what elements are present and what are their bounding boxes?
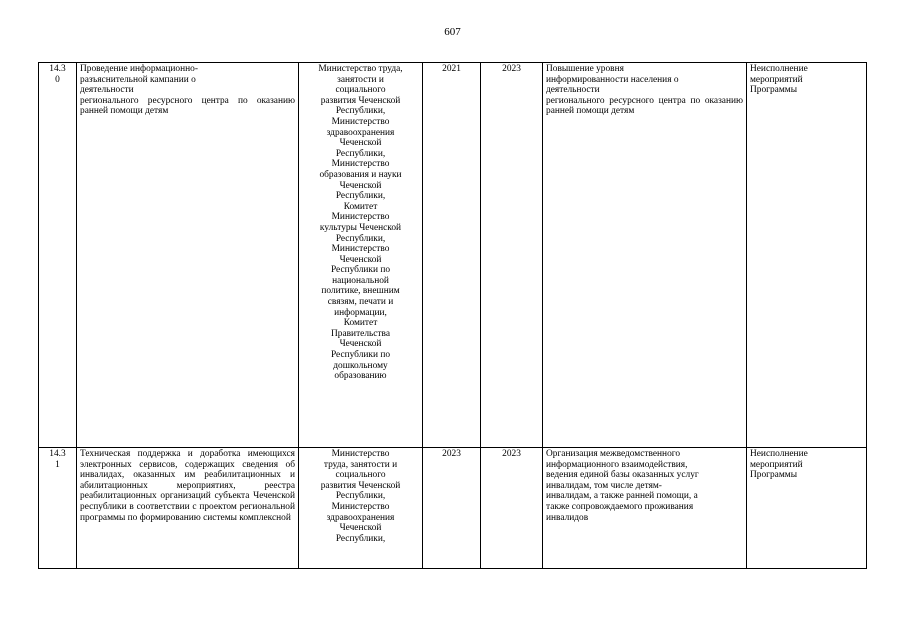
end-year: 2023 <box>481 448 543 569</box>
responsible-executor: Министерство труда, занятости и социального развития Чеченской Республики, Министерство здравоохранения Чеченской Республики, <box>299 448 423 569</box>
table-row <box>39 448 867 569</box>
expected-result: Повышение уровня информированности населения о деятельности регионального ресурсного центра по оказанию ранней помощи детям <box>543 63 747 448</box>
measures-table <box>38 62 867 569</box>
row-number: 14.3 1 <box>39 448 77 569</box>
row-number: 14.3 0 <box>39 63 77 448</box>
table-row <box>39 63 867 448</box>
start-year: 2023 <box>423 448 481 569</box>
responsible-executor: Министерство труда, занятости и социального развития Чеченской Республики, Министерство здравоохранения Чеченской Республики, Министерство образования и науки Чеченской Республики, Комитет Министерство культуры Чеченской Республики, Министерство Чеченской Республики по национальной политике, внешним связям, печати и информации, Комитет Правительства Чеченской Республики по дошкольному образованию <box>299 63 423 448</box>
end-year: 2023 <box>481 63 543 448</box>
measure-name: Техническая поддержка и доработка имеющихся электронных сервисов, содержащих сведения об инвалидах, оказанных им реабилитационных и абилитационных мероприятиях, реестра реабилитационных организаций субъекта Чеченской республики в соответствии с проектом региональной программы по формированию системы комплексной <box>77 448 299 569</box>
risk-consequence: Неисполнение мероприятий Программы <box>747 63 867 448</box>
risk-consequence: Неисполнение мероприятий Программы <box>747 448 867 569</box>
measure-name: Проведение информационно- разъяснительной кампании о деятельности регионального ресурсного центра по оказанию ранней помощи детям <box>77 63 299 448</box>
start-year: 2021 <box>423 63 481 448</box>
page-number: 607 <box>444 26 461 38</box>
expected-result: Организация межведомственного информационного взаимодействия, ведения единой базы оказанных услуг инвалидам, том числе детям- инвалидам, а также ранней помощи, а также сопровождаемого проживания инвалидов <box>543 448 747 569</box>
